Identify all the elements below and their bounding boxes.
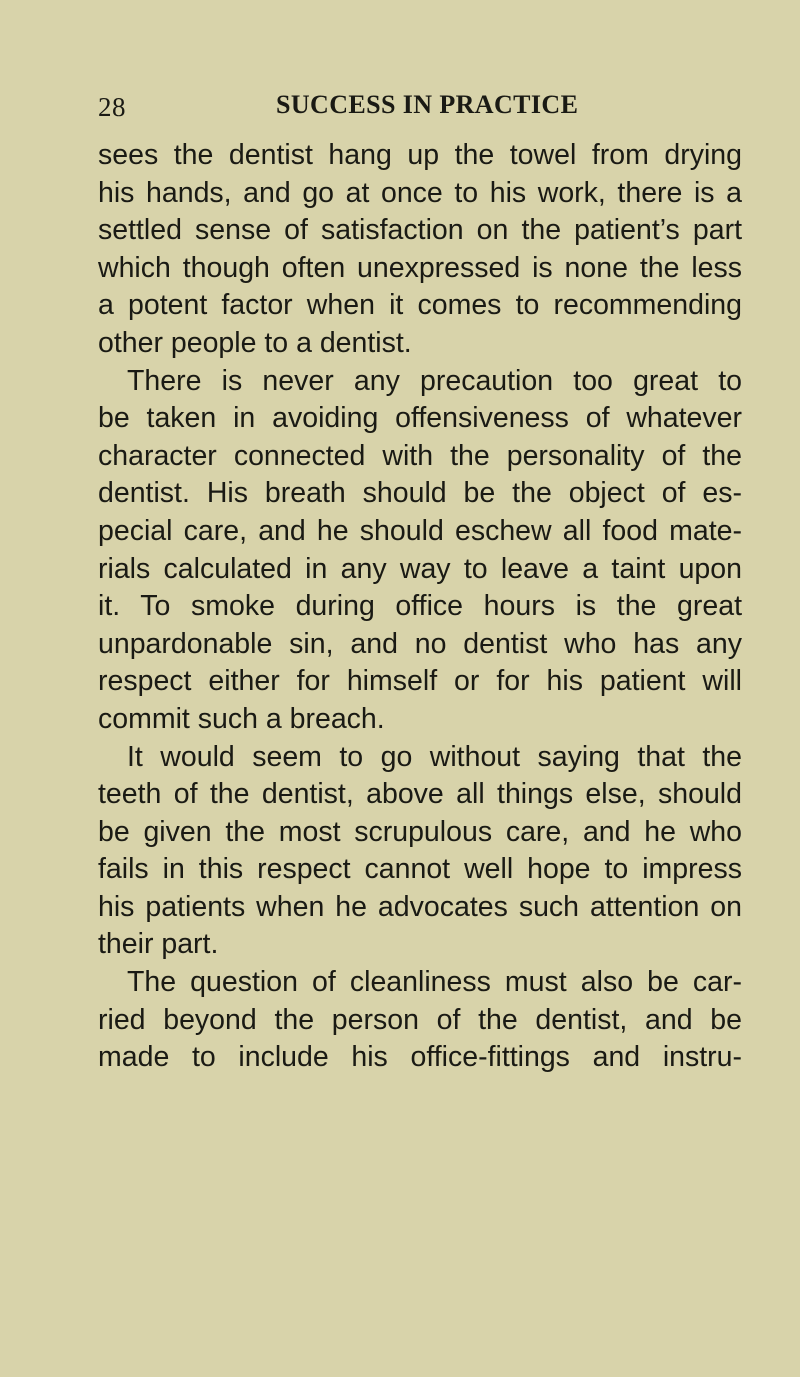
text-line: their part.	[98, 928, 219, 961]
text-line: pecial care, and he should eschew all food mate-	[98, 514, 742, 547]
text-line: ried beyond the person of the dentist, and be	[98, 1003, 742, 1036]
text-line: settled sense of satisfaction on the patient’s part	[98, 214, 742, 247]
text-line: The question of cleanliness must also be car-	[127, 966, 742, 999]
page-number: 28	[98, 92, 126, 122]
text-line: unpardonable sin, and no dentist who has any	[98, 627, 742, 660]
text-line: teeth of the dentist, above all things else, should	[98, 778, 742, 811]
text-line: a potent factor when it comes to recommending	[98, 289, 742, 322]
text-line: rials calculated in any way to leave a taint upon	[98, 552, 742, 585]
text-line: other people to a dentist.	[98, 326, 412, 359]
text-line: sees the dentist hang up the towel from drying	[98, 139, 742, 171]
text-line: dentist. His breath should be the object of es-	[98, 477, 742, 510]
text-line: made to include his office-fittings and instru-	[98, 1041, 742, 1074]
text-line: There is never any precaution too great to	[127, 364, 742, 397]
running-head	[98, 86, 738, 126]
text-line: It would seem to go without saying that the	[127, 740, 742, 773]
text-line: be given the most scrupulous care, and he who	[98, 815, 742, 848]
text-line: character connected with the personality of the	[98, 439, 742, 472]
running-title: SUCCESS IN PRACTICE	[276, 90, 579, 119]
text-line: be taken in avoiding offensiveness of whatever	[98, 402, 742, 435]
text-line: fails in this respect cannot well hope to impress	[98, 853, 742, 886]
text-line: his patients when he advocates such attention on	[98, 890, 742, 923]
text-line: commit such a breach.	[98, 702, 385, 735]
text-line: respect either for himself or for his patient will	[98, 665, 742, 698]
text-line: it. To smoke during office hours is the great	[98, 590, 742, 623]
text-line: which though often unexpressed is none the less	[98, 251, 742, 284]
body-text	[98, 137, 742, 1077]
text-line: his hands, and go at once to his work, there is a	[98, 176, 742, 209]
